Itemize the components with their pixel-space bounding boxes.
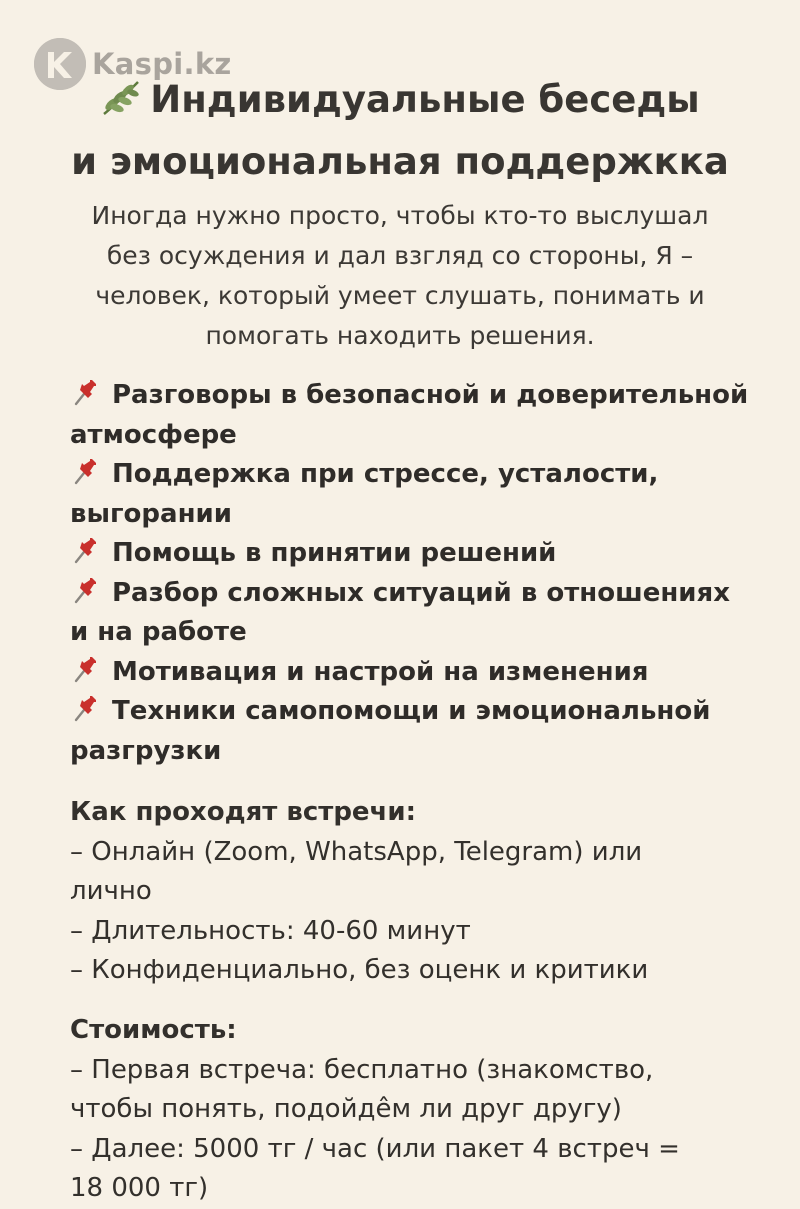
service-text: Разговоры в безопасной и доверительной — [112, 380, 749, 410]
list-item — [70, 376, 770, 455]
title-line-2: и эмоциональная поддержкка — [71, 140, 729, 183]
intro-line: Иногда нужно просто, чтобы кто-то выслушал — [91, 201, 709, 230]
service-text-cont: и на работе — [70, 617, 247, 647]
pricing-line: – Далее: 5000 тг / час (или пакет 4 встреч = — [70, 1133, 680, 1164]
list-item — [70, 653, 770, 693]
meetings-line: – Длительность: 40-60 минут — [70, 915, 471, 946]
meetings-line: – Конфиденциально, без оценк и критики — [70, 955, 649, 985]
list-item — [70, 455, 770, 534]
list-item — [70, 534, 770, 574]
meetings-line: лично — [70, 876, 152, 906]
title-text-1: Индивидуальные беседы — [150, 78, 700, 121]
intro-line: без осуждения и дал взгляд со стороны, Я – — [106, 241, 694, 270]
pricing-line: 18 000 тг) — [70, 1173, 209, 1203]
pushpin-icon — [70, 655, 100, 685]
service-text-cont: атмосфере — [70, 419, 237, 450]
pushpin-icon — [70, 536, 100, 566]
meetings-line: – Онлайн (Zoom, WhatsApp, Telegram) или — [70, 836, 643, 867]
service-text: Помощь в принятии решений — [112, 538, 557, 568]
pricing-heading: Стоимость: — [70, 1015, 237, 1045]
list-item — [70, 574, 770, 653]
watermark-text: Kaspi.kz — [92, 47, 232, 81]
intro-line: помогать находить решения. — [205, 321, 595, 350]
service-text: Мотивация и настрой на изменения — [112, 656, 649, 687]
meetings-section — [70, 793, 770, 991]
title-line-1 — [0, 72, 800, 134]
service-text-cont: разгрузки — [70, 735, 222, 766]
list-item — [70, 692, 770, 771]
pushpin-icon — [70, 576, 100, 606]
pushpin-icon — [70, 694, 100, 724]
pushpin-icon — [70, 457, 100, 487]
pricing-line: чтобы понять, подойдêм ли друг другу) — [70, 1094, 622, 1124]
intro-paragraph — [40, 196, 760, 356]
services-list — [70, 376, 770, 771]
pricing-line: – Первая встреча: бесплатно (знакомство, — [70, 1054, 654, 1085]
service-text: Разбор сложных ситуаций в отношениях — [112, 577, 730, 608]
leaf-icon — [100, 78, 144, 134]
service-text: Техники самопомощи и эмоциональной — [112, 696, 711, 726]
pushpin-icon — [70, 378, 100, 408]
page-title — [0, 72, 800, 190]
service-text-cont: выгорании — [70, 498, 232, 529]
meetings-heading: Как проходят встречи: — [70, 797, 417, 827]
intro-line: человек, который умеет слушать, понимать и — [95, 281, 705, 310]
service-text: Поддержка при стрессе, усталости, — [112, 459, 659, 489]
pricing-section — [70, 1011, 770, 1209]
